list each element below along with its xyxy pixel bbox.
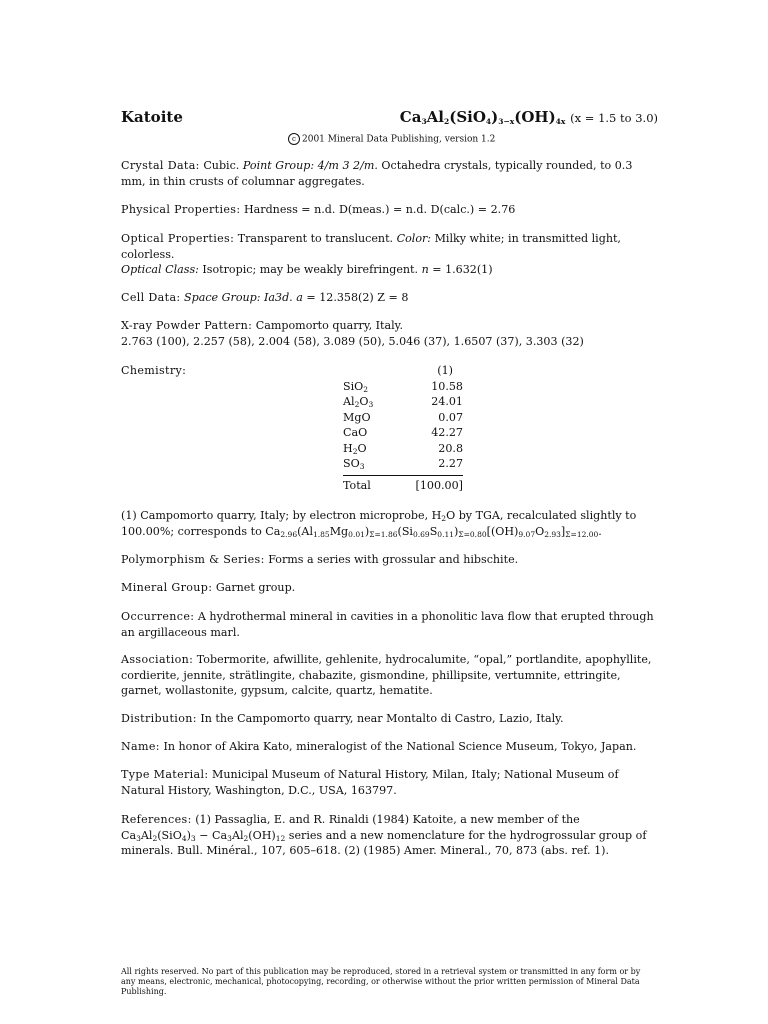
cell-a-label: a [296, 291, 303, 304]
association-text: Tobermorite, afwillite, gehlenite, hydrocalumite, “opal,” portlandite, apophyllite, cordierite, jennite, strätlingite, chabazite, gismondine, phillipsite, vertumnite, ettringite, garnet, wollastonite, gypsum, calcite, quartz, hematite. [121, 653, 652, 697]
cell-data-label: Cell Data: [121, 291, 181, 304]
references-section: References: (1) Passaglia, E. and R. Rinaldi (1984) Katoite, a new member of the $Ca_3Al_2(SiO_4)_3 - Ca_3Al_2(OH)_{12}$ series and a new nomenclature for the hydrogrossular group of minerals. Bull. Minéral., 107, 605–618. (2) (1985) Amer. Mineral., 70, 873 (abs. ref. 1). [121, 813, 647, 857]
copyright-text: 2001 Mineral Data Publishing, version 1.2 [302, 134, 496, 145]
cell-z: Z = 8 [377, 291, 409, 304]
refractive-index-label: n [421, 263, 429, 276]
total-rule [343, 475, 463, 476]
chemistry-column-header: (1) [437, 364, 453, 377]
refractive-index-value: = 1.632(1) [432, 263, 493, 276]
point-group-label: Point Group: [242, 159, 315, 172]
mineral-group-text: Garnet group. [215, 581, 296, 594]
physical-properties-text: Hardness = n.d. D(meas.) = n.d. D(calc.) = 2.76 [243, 203, 516, 216]
optical-transparency: Transparent to translucent. [237, 232, 394, 245]
copyright-line [288, 133, 495, 145]
crystal-data-label: Crystal Data: [121, 159, 200, 172]
xray-lines: 2.763 (100), 2.257 (58), 2.004 (58), 3.089 (50), 5.046 (37), 1.6507 (37), 3.303 (32) [121, 334, 584, 348]
crystal-habit: Octahedra crystals, typically rounded, to 0.3 mm, in thin crusts of columnar aggregates. [121, 159, 633, 188]
table-row: $Al_2O_3$ 24.01 [343, 395, 463, 409]
type-material-text: Municipal Museum of Natural History, Milan, Italy; National Museum of Natural History, Washington, D.C., USA, 163797. [121, 768, 619, 797]
copyright-icon: c [288, 133, 300, 145]
optical-properties-section [121, 231, 659, 278]
xray-label: X-ray Powder Pattern: [121, 319, 253, 332]
polymorphism-section [121, 552, 659, 568]
occurrence-section [121, 609, 659, 640]
type-material-section [121, 767, 659, 798]
chemistry-label: Chemistry: [121, 364, 187, 377]
optical-class-label: Optical Class: [121, 263, 199, 276]
table-row: CaO 42.27 [343, 426, 463, 439]
polymorphism-text: Forms a series with grossular and hibschite. [268, 553, 519, 566]
space-group-label: Space Group: [184, 291, 261, 304]
xray-section [121, 318, 659, 349]
mineral-name: Katoite [121, 108, 183, 126]
references-text-a: (1) Passaglia, E. and R. Rinaldi (1984) Katoite, a new member of the [195, 813, 580, 826]
type-material-label: Type Material: [121, 768, 209, 781]
footer-rights: All rights reserved. No part of this publication may be reproduced, stored in a retrieval system or transmitted in any form or by any means, electronic, mechanical, photocopying, recording, or otherwise without the prior written permission of Mineral Data Publishing. [121, 967, 641, 996]
space-group-value: Ia3d. [264, 291, 293, 304]
mineral-group-label: Mineral Group: [121, 581, 213, 594]
mineral-formula: $Ca_3Al_2(SiO_4)_{3-x}(OH)_{4x}$ (x = 1.5 to 3.0) [399, 108, 658, 126]
optical-class-text: Isotropic; may be weakly birefringent. [202, 263, 419, 276]
color-text: Milky white; in transmitted light, colorless. [121, 232, 621, 261]
name-text: In honor of Akira Kato, mineralogist of the National Science Museum, Tokyo, Japan. [163, 740, 637, 753]
physical-properties-section [121, 202, 659, 218]
name-label: Name: [121, 740, 160, 753]
association-label: Association: [121, 653, 194, 666]
crystal-data-section [121, 158, 659, 189]
chemistry-table [343, 363, 463, 493]
polymorphism-label: Polymorphism & Series: [121, 553, 265, 566]
table-row: $SO_3$ 2.27 [343, 457, 463, 471]
table-row: $H_2O$ 20.8 [343, 441, 463, 456]
chemistry-note: (1) Campomorto quarry, Italy; by electron microprobe, $H_2O$ by TGA, recalculated slightly to 100.00%; corresponds to $Ca_{2.96}(Al_{1.85}Mg_{0.01})_{\Sigma=1.86}(Si_{0.69}S_{0.11})_{\Sigma=0.80}[(OH)_{9.07}O_{2.93}]_{\Sigma=12.00}$. [121, 509, 637, 539]
physical-properties-label: Physical Properties: [121, 203, 241, 216]
name-section [121, 739, 659, 755]
references-label: References: [121, 813, 192, 826]
distribution-section [121, 711, 659, 727]
table-row: MgO 0.07 [343, 410, 463, 424]
total-row: Total [100.00] [343, 478, 463, 492]
formula-range: (x = 1.5 to 3.0) [570, 111, 658, 125]
cell-a-value: = 12.358(2) [306, 291, 374, 304]
occurrence-text: A hydrothermal mineral in cavities in a phonolitic lava flow that erupted through an argillaceous marl. [121, 610, 654, 639]
association-section [121, 652, 659, 699]
distribution-label: Distribution: [121, 712, 197, 725]
optical-properties-label: Optical Properties: [121, 232, 235, 245]
point-group-value: 4/m 3 2/m. [317, 159, 378, 172]
cell-data-section [121, 290, 659, 306]
table-row: SiO$_2$ 10.58 [343, 379, 463, 394]
mineral-group-section [121, 580, 659, 596]
references-text-b: series and a new nomenclature for the hydrogrossular group of minerals. Bull. Minéral., 107, 605–618. (2) (1985) Amer. Mineral., 70, 873 (abs. ref. 1). [121, 828, 647, 857]
occurrence-label: Occurrence: [121, 610, 195, 623]
color-label: Color: [396, 232, 432, 245]
xray-locality: Campomorto quarry, Italy. [255, 319, 403, 332]
distribution-text: In the Campomorto quarry, near Montalto di Castro, Lazio, Italy. [200, 712, 564, 725]
crystal-system: Cubic. [203, 159, 240, 172]
